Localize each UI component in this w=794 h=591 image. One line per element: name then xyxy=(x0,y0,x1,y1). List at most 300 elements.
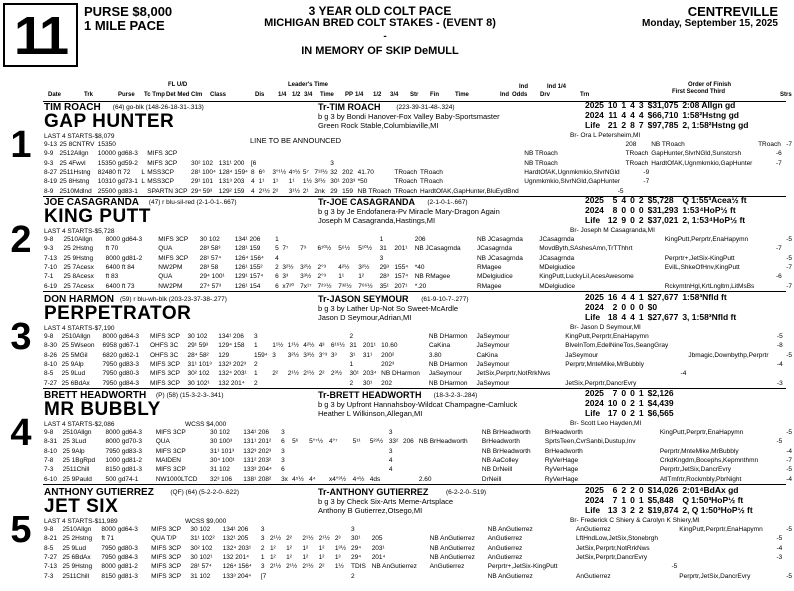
record-year: 2024 xyxy=(585,205,604,215)
pp-cell: 30 102¹ xyxy=(187,379,210,387)
past-performance-row xyxy=(43,332,793,341)
pp-cell: 6 xyxy=(275,282,279,290)
col-leaders-time: Leader's Time xyxy=(288,82,329,88)
pp-cell: 2511Chill xyxy=(62,466,90,474)
pp-cell: 9-9 xyxy=(44,150,54,158)
pp-cell: 7-1 xyxy=(44,273,54,281)
pp-cell: 25 8Acesx xyxy=(63,273,94,281)
pp-cell: 32³ 106 xyxy=(209,475,233,483)
horse-name: PERPETRATOR xyxy=(44,303,192,324)
past-performance-table xyxy=(43,332,793,388)
pp-cell: 2¹½ xyxy=(286,563,298,571)
pp-cell: 29 xyxy=(330,187,338,195)
pp-cell: 3³½ xyxy=(300,273,312,281)
pp-cell: MIFS 3CP xyxy=(155,447,186,455)
pp-cell xyxy=(271,149,287,158)
record-sh: 1 xyxy=(638,398,644,408)
record-w: 3 xyxy=(621,505,627,515)
pp-cell: 2510Allgn xyxy=(62,429,92,437)
pp-cell: 10.60 xyxy=(381,342,398,350)
record-s: 7 xyxy=(612,388,618,398)
pp-cell: NB DrNeill xyxy=(481,466,513,474)
record-p: 2 xyxy=(630,485,635,495)
pp-cell: 29⁴ xyxy=(351,544,362,552)
pp-cell: 8-21 xyxy=(44,535,58,543)
pp-cell: TRoach xyxy=(394,169,418,177)
pp-cell: -5 xyxy=(786,466,792,474)
pp-cell: 25 1BgRpd xyxy=(62,457,96,465)
pp-cell: MovdByth,SAshesAmn,TrTThhrt xyxy=(539,245,633,253)
trainer-info: (2-1-0-1-.667) xyxy=(427,199,468,206)
past-performance-row xyxy=(43,465,793,474)
pp-cell: 3°³ xyxy=(318,351,328,359)
pp-cell: 4 xyxy=(275,254,279,262)
pp-cell: NB DHarmon xyxy=(428,333,468,341)
pp-cell: 35¹ xyxy=(379,282,389,290)
col-header: Dis xyxy=(255,92,265,98)
pp-cell: QUA xyxy=(158,245,173,253)
last-four-starts: LAST 4 STARTS-$7,190 xyxy=(44,325,115,332)
pp-cell xyxy=(419,149,523,158)
col-ind-1-4: Ind 1/4 xyxy=(547,84,567,90)
pp-cell xyxy=(371,571,429,580)
pp-cell: 4 xyxy=(388,457,393,465)
pp-cell: NB DHarmon xyxy=(428,379,468,387)
col-header: Time xyxy=(320,92,334,98)
record-row xyxy=(583,292,738,302)
pp-cell: -7 xyxy=(786,282,792,290)
pp-cell: 28¹ 100⁴ xyxy=(190,169,216,177)
pp-cell: LftHndLow,JetSix,Stonebrgh xyxy=(575,535,659,543)
record-rec: 1:58²Hstng gd xyxy=(682,110,739,120)
pp-cell: 3 xyxy=(260,563,265,571)
pp-cell: 126⁴ 156⁴ xyxy=(234,254,264,262)
pp-cell: SPARTN 3CP xyxy=(147,187,188,195)
pp-cell: 7-3 xyxy=(44,572,54,580)
record-row xyxy=(583,388,680,398)
pp-cell: MIFS 3CP xyxy=(158,254,189,262)
pp-cell: 138¹ 208² xyxy=(243,475,272,483)
pp-cell xyxy=(269,525,285,534)
pp-cell: NB TRoach xyxy=(524,159,558,167)
pp-cell xyxy=(318,378,330,387)
past-performance-row xyxy=(43,360,793,369)
horse-name: MR BUBBLY xyxy=(44,399,161,420)
pp-cell: Perprtr,JetSix,DancrEvry xyxy=(679,572,751,580)
record-table xyxy=(583,292,738,322)
record-table xyxy=(583,388,680,418)
pp-cell: 1¹½ xyxy=(272,342,284,350)
pp-cell: 203¹ xyxy=(371,544,385,552)
record-p: 2 xyxy=(630,408,635,418)
driver-info: (QF) (64) (5-2-2-0-.622) xyxy=(170,489,240,496)
horse-entry xyxy=(0,390,794,486)
pp-cell: x7²⁰ xyxy=(282,282,295,290)
record-row xyxy=(583,195,749,205)
pp-cell: 3 xyxy=(379,254,384,262)
pp-cell: 2² xyxy=(272,187,279,195)
breeding: b g 3 by Lather Up-Not So Sweet-McArdle xyxy=(318,304,459,313)
pp-cell: 202³ xyxy=(381,361,395,369)
pp-cell: 1² xyxy=(286,554,292,562)
pp-cell: 28³ 58 xyxy=(199,264,219,272)
pp-cell xyxy=(218,149,250,158)
record-s: 13 xyxy=(607,505,618,515)
record-s: 21 xyxy=(607,120,618,130)
pp-cell: 2¹½ xyxy=(302,563,314,571)
pp-cell: QUA xyxy=(158,273,173,281)
pp-cell: 15350 xyxy=(97,141,116,149)
pp-cell xyxy=(299,235,316,244)
record-table xyxy=(583,195,749,225)
pp-cell: JaSeymour xyxy=(476,361,510,369)
pp-cell: -6 xyxy=(775,273,782,281)
breeder: Br- Frederick C Shiery & Carolyn K Shiery,MI xyxy=(570,517,700,524)
pp-cell: -5 xyxy=(776,438,783,446)
pp-cell xyxy=(258,149,272,158)
pp-cell: 8-10 xyxy=(44,447,58,455)
pp-cell: 3²½ xyxy=(287,351,299,359)
pp-cell xyxy=(271,159,287,168)
pp-cell: 2510Allgn xyxy=(62,526,92,534)
pp-cell: 1² xyxy=(302,554,309,562)
record-p: 2 xyxy=(630,505,635,515)
pp-cell: 30 102 xyxy=(199,236,220,244)
pp-cell: RckymtnHgl,KrtLngltm,LitMsBs xyxy=(664,282,755,290)
pp-cell: 202 xyxy=(381,379,393,387)
pp-cell: AnGutierrez xyxy=(487,544,523,552)
pp-cell: 1³½ xyxy=(334,544,347,552)
pp-cell xyxy=(352,465,369,474)
pp-cell: 7¹³½ xyxy=(314,169,328,177)
pp-cell xyxy=(146,140,190,149)
pp-cell xyxy=(330,378,349,387)
pp-cell: JaSeymour xyxy=(476,333,510,341)
record-s: 6 xyxy=(612,485,618,495)
pp-cell: -5 xyxy=(776,333,783,341)
pp-cell: CaKina xyxy=(428,342,451,350)
record-year: 2024 xyxy=(585,495,604,505)
pp-cell: AnGutierrez xyxy=(429,563,465,571)
pp-cell: NW2PM xyxy=(158,264,183,272)
pp-cell xyxy=(190,149,218,158)
pp-cell: NB RMagee xyxy=(414,273,451,281)
pp-cell: 157⁴ xyxy=(394,273,409,281)
record-earn: $31,075 xyxy=(647,100,679,110)
pp-cell: 1¹ xyxy=(288,178,295,186)
pp-cell xyxy=(313,140,329,149)
record-rec: 1:53⁴HoP½ ft xyxy=(682,205,736,215)
pp-cell xyxy=(418,465,481,474)
pp-cell: 3¹ xyxy=(349,351,356,359)
pp-cell: 7-27 xyxy=(44,554,58,562)
pp-cell: 2 xyxy=(275,264,279,272)
pp-cell: NB BrHeadworth xyxy=(481,429,531,437)
pp-cell: x4°³½ xyxy=(328,475,346,483)
past-performance-row xyxy=(43,553,793,562)
pp-cell: 2511Chill xyxy=(62,572,90,580)
past-performance-row xyxy=(43,447,793,456)
pp-cell: 25 6BdAx xyxy=(62,554,91,562)
pp-cell: 4ds xyxy=(369,475,381,483)
post-position: 1 xyxy=(10,124,32,166)
pp-cell: 30² 102 xyxy=(190,544,213,552)
breeding: b g 3 by Check Six-Arts Meme-Artsplace xyxy=(318,497,454,506)
pp-cell: 128¹ 159 xyxy=(234,245,261,253)
pp-cell xyxy=(271,140,287,149)
pp-cell xyxy=(313,149,329,158)
pp-cell xyxy=(402,465,418,474)
track-name: CENTREVILLE xyxy=(687,4,778,19)
pp-cell: 6958 gd67-1 xyxy=(102,342,140,350)
pp-cell: -7 xyxy=(786,264,792,272)
record-sh: 0 xyxy=(638,205,644,215)
record-earn: $5,728 xyxy=(647,195,674,205)
pp-cell xyxy=(362,332,380,341)
pp-cell: 5⁶½ xyxy=(338,245,350,253)
pp-cell xyxy=(369,456,388,465)
record-s: 10 xyxy=(607,398,618,408)
pp-cell: -3 xyxy=(776,379,783,387)
pp-cell: AtlTmfrtr,Rockmbly,PbrNight xyxy=(659,475,742,483)
pp-cell: MSS3CP xyxy=(147,169,174,177)
pp-cell: 28⁴ 58² xyxy=(187,351,209,359)
pp-cell: MIFS 3CP xyxy=(150,370,180,378)
pp-cell: 6 xyxy=(281,466,285,474)
pp-cell: 203³ xyxy=(342,178,356,186)
pp-cell: 2512Allgn xyxy=(59,150,89,158)
pp-cell: 3³ xyxy=(282,273,289,281)
record-rec: 3, 1:58³Nfld ft xyxy=(682,312,737,322)
pp-cell: -4 xyxy=(776,544,783,552)
pp-cell: NB JCasagrnda xyxy=(414,245,461,253)
pp-cell: 29⁴ xyxy=(351,554,362,562)
pp-cell xyxy=(271,360,286,369)
pp-cell: JetSix,Perprtr,DancrEvry xyxy=(575,554,648,562)
pp-cell xyxy=(308,428,328,437)
pp-cell: 7950 gd84-3 xyxy=(101,554,138,562)
record-w: 0 xyxy=(621,205,627,215)
pp-cell xyxy=(328,465,352,474)
horse-name: JET SIX xyxy=(44,496,119,517)
record-rec: 2, 1:58²Hstng gd xyxy=(682,120,749,130)
pp-cell: 129 xyxy=(218,351,230,359)
pp-cell: 7-13 xyxy=(44,563,58,571)
pp-cell: 7950 gd84-3 xyxy=(102,379,140,387)
record-year: Life xyxy=(585,408,601,418)
pp-cell: 25 9Alp xyxy=(61,361,84,369)
pp-cell: -5 xyxy=(786,254,792,262)
pp-cell: 41.70 xyxy=(357,169,374,177)
record-sh: 4 xyxy=(638,110,644,120)
pp-cell: AnGutierrez xyxy=(575,572,611,580)
pp-cell: -7 xyxy=(775,245,782,253)
pp-cell: 201¹ xyxy=(362,342,376,350)
pp-cell: JaSeymour xyxy=(428,370,462,378)
pp-cell: 9-8 xyxy=(44,429,54,437)
pp-cell: 1000 gd81-2 xyxy=(105,457,142,465)
pp-cell: NB AnGutierrez xyxy=(487,572,533,580)
pp-cell: 6⁶ xyxy=(258,169,265,177)
past-performance-row xyxy=(43,168,793,177)
pp-cell: 25 9Alp xyxy=(62,447,85,455)
pp-cell: TRoach xyxy=(394,187,418,195)
purse: PURSE $8,000 xyxy=(84,4,173,19)
pp-cell: 131² 203² xyxy=(243,457,272,465)
pp-cell: 1½ xyxy=(334,563,344,571)
driver-info: (64) go-blk (148-26-18-31-.313) xyxy=(112,104,204,111)
record-s: 2 xyxy=(612,302,618,312)
record-s: 5 xyxy=(612,195,618,205)
pp-cell: 2¹½ xyxy=(302,535,314,543)
horse-entry xyxy=(0,294,794,390)
col-header: Drv xyxy=(540,92,551,98)
post-position: 3 xyxy=(10,316,32,358)
pp-cell: 30 102 xyxy=(209,429,230,437)
pp-cell xyxy=(337,254,357,263)
horse-entry xyxy=(0,102,794,198)
pp-cell xyxy=(357,140,394,149)
pp-cell xyxy=(285,571,301,580)
pp-cell: 3 xyxy=(388,429,393,437)
pp-cell: [6 xyxy=(250,159,257,167)
pp-cell xyxy=(369,447,388,456)
pp-cell xyxy=(302,159,313,168)
pp-cell: ft 70 xyxy=(105,245,119,253)
pp-cell: 159 xyxy=(342,187,353,195)
record-sh: 0 xyxy=(638,485,644,495)
record-s: 16 xyxy=(607,292,618,302)
pp-cell: NB TRoach xyxy=(524,150,558,158)
pp-cell: 4²½ xyxy=(303,342,315,350)
pp-cell: NW2PM xyxy=(158,282,183,290)
pp-cell xyxy=(330,332,349,341)
record-p: 0 xyxy=(630,215,635,225)
breeder: Br- Scott Leo Hayden,MI xyxy=(570,420,642,427)
col-header: PP xyxy=(345,92,354,98)
record-year: 2025 xyxy=(585,485,604,495)
breeding: b g 3 by Upfront Hannahsboy-Wildcat Champagne-Camluck xyxy=(318,400,518,409)
past-performance-row xyxy=(43,428,793,437)
pp-cell xyxy=(371,525,429,534)
pp-cell: KingPutt,Perprtr,EnaHapymn xyxy=(679,526,763,534)
pp-cell: 3²½ xyxy=(314,178,326,186)
pp-cell: 200² xyxy=(381,351,395,359)
pp-cell: 31¹ 102² xyxy=(190,535,215,543)
pp-cell: NB JCasagrnda xyxy=(476,254,523,262)
past-performance-row xyxy=(43,562,793,571)
pp-cell: 7⁶⁶½ xyxy=(358,282,373,290)
pp-cell: NB AnGutierrez xyxy=(429,554,475,562)
record-w: 4 xyxy=(621,292,627,302)
pp-cell xyxy=(291,465,308,474)
record-earn: $4,439 xyxy=(647,398,674,408)
breeder: Br- Ora L Petersheim,MI xyxy=(570,132,641,139)
pp-cell: 31¹ 101³ xyxy=(187,361,212,369)
pp-cell: KingPutt,LuckyLil,AcesAwesome xyxy=(539,273,634,281)
pp-cell xyxy=(388,474,402,483)
record-p: 0 xyxy=(630,302,635,312)
pp-cell: 8-27 xyxy=(44,169,58,177)
pp-cell: 7950 gd83-3 xyxy=(105,447,142,455)
record-row xyxy=(583,110,750,120)
pp-cell: -5 xyxy=(786,572,792,580)
pp-cell xyxy=(341,140,357,149)
pp-cell: -9 xyxy=(643,169,650,177)
pp-cell: 131¹ 200 xyxy=(218,159,245,167)
col-header: 3/4 xyxy=(304,92,313,98)
pp-cell: *50 xyxy=(357,178,368,186)
pp-cell: 9-8 xyxy=(44,333,54,341)
wcss-earnings: WCSS $9,000 xyxy=(185,518,227,525)
record-s: 10 xyxy=(607,100,618,110)
pp-cell: 30 102 xyxy=(187,333,208,341)
pp-cell xyxy=(317,235,338,244)
pp-cell: 132¹ 205 xyxy=(222,535,249,543)
pp-cell: -4 xyxy=(786,447,792,455)
pp-cell xyxy=(318,332,330,341)
pp-cell: 3 xyxy=(330,159,334,167)
pp-cell: 25 9Lud xyxy=(62,544,86,552)
pp-cell: JaSeymour xyxy=(565,351,599,359)
driver-info: (P) (58) (15-3-2-3-.341) xyxy=(156,392,224,399)
pp-cell: 10000 gd68-3 xyxy=(97,150,138,158)
record-year: 2024 xyxy=(585,302,604,312)
pp-cell: 25 8Hstng xyxy=(59,178,90,186)
pp-cell: TRoach xyxy=(625,159,649,167)
pp-cell: 1² xyxy=(302,544,309,552)
pp-cell xyxy=(302,378,317,387)
pp-cell: 134¹ 206 xyxy=(234,236,261,244)
record-p: 0 xyxy=(630,495,635,505)
pp-cell: 8-31 xyxy=(44,438,58,446)
pp-cell xyxy=(313,159,329,168)
record-year: Life xyxy=(585,215,601,225)
pp-cell: 126⁴ 156⁴ xyxy=(222,563,252,571)
record-sh: 2 xyxy=(638,505,644,515)
pp-cell xyxy=(369,428,388,437)
pp-cell: ft 71 xyxy=(101,535,114,543)
owner: Anthony B Gutierrez,Otsego,MI xyxy=(318,506,423,515)
pp-cell: 3 xyxy=(281,447,285,455)
race-title: 3 YEAR OLD COLT PACE xyxy=(308,4,452,18)
pp-cell: 6¹⁰½ xyxy=(317,245,332,253)
pp-cell xyxy=(429,525,487,534)
col-first-second-third: First Second Third xyxy=(672,89,726,95)
record-row xyxy=(583,215,749,225)
line-note: LINE TO BE ANNOUNCED xyxy=(250,136,341,145)
pp-cell: RyVerHage xyxy=(544,466,579,474)
past-performance-row xyxy=(43,378,793,387)
pp-cell: 206 xyxy=(414,236,426,244)
pp-cell: 2 xyxy=(351,572,355,580)
pp-cell: 25 6BdAx xyxy=(61,379,90,387)
wcss-earnings: WCSS $4,000 xyxy=(185,421,227,428)
pp-cell: 29⁴ 100¹ xyxy=(199,273,225,281)
pp-cell: 82480 ft 72 xyxy=(97,169,131,177)
pp-cell: 5°⁷½ xyxy=(309,438,324,446)
pp-cell xyxy=(287,360,302,369)
pp-cell: 25 9Lud xyxy=(61,370,86,378)
pp-cell: 29¹ 59³ xyxy=(187,342,209,350)
pp-cell: 9-13 xyxy=(44,141,58,149)
record-year: 2024 xyxy=(585,398,604,408)
pp-cell xyxy=(362,360,380,369)
pp-cell: OHFS 3C xyxy=(150,342,179,350)
pp-cell: CrkdKngdm,Bocephs,Kepmnthmn xyxy=(659,457,759,465)
pp-cell: HardtOfAK,Ugnmkmkio,SlvrNGld xyxy=(524,169,620,177)
pp-cell: MIFS 3CP xyxy=(155,429,186,437)
